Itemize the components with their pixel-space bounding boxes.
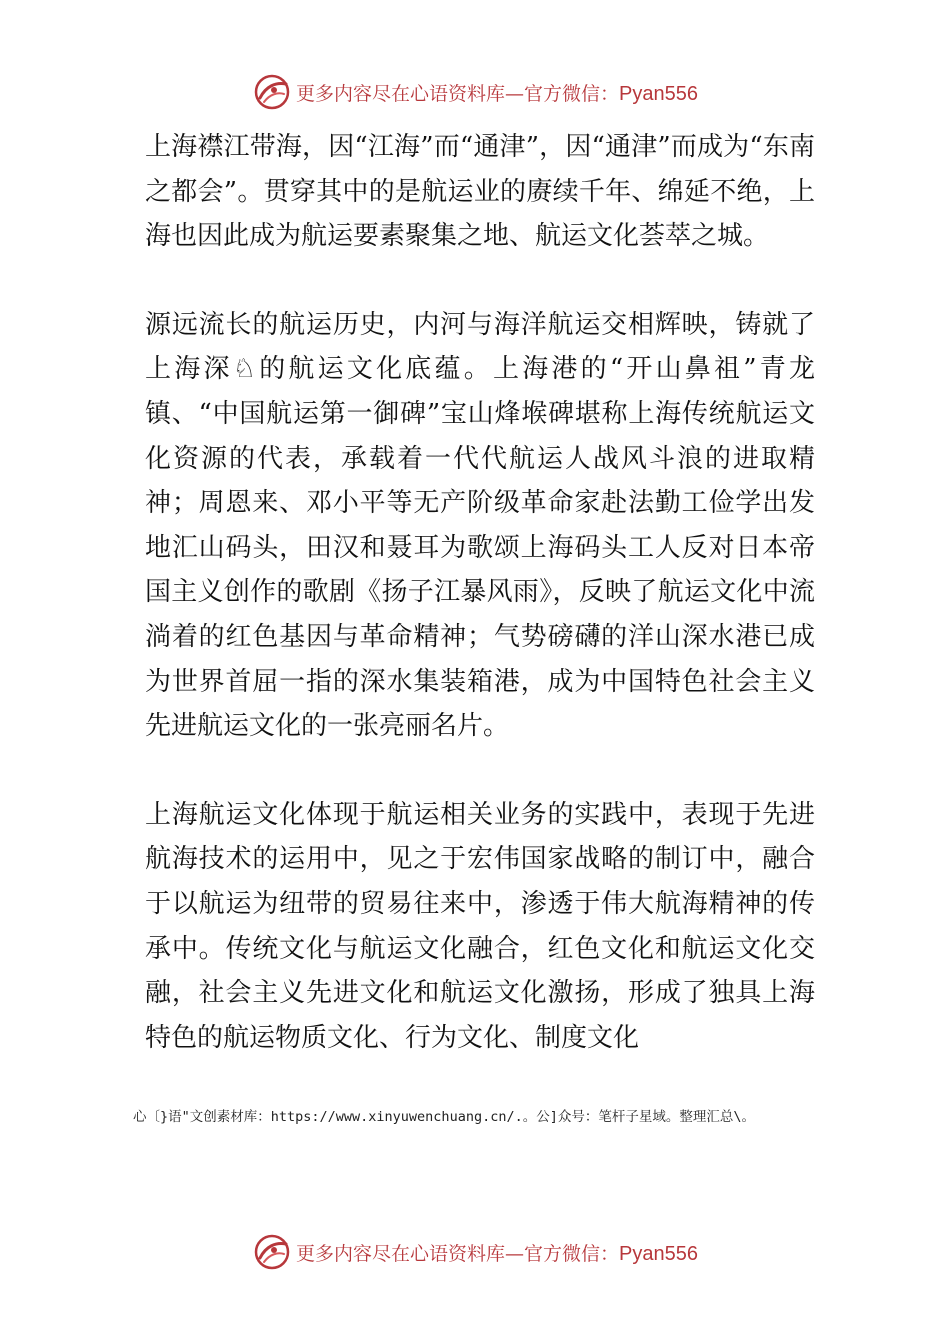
paragraph-1: 上海襟江带海，因“江海”而“通津”，因“通津”而成为“东南之都会”。贯穿其中的是航运业的赓续千年、绵延不绝，上海也因此成为航运要素聚集之地、航运文化荟萃之城。 [145, 132, 815, 252]
article-body [145, 125, 815, 1060]
footer-banner [0, 1230, 950, 1274]
red-swirl-logo-icon [252, 72, 292, 112]
paragraph-2: 源远流长的航运历史，内河与海洋航运交相辉映，铸就了上海深♘的航运文化底蕴。上海港的“开山鼻祖”青龙镇、“中国航运第一御碑”宝山烽堠碑堪称上海传统航运文化资源的代表，承载着一代代航运人战风斗浪的进取精神；周恩来、邓小平等无产阶级革命家赴法勤工俭学出发地汇山码头，田汉和聂耳为歌颂上海码头工人反对日本帝国主义创作的歌剧《扬子江暴风雨》，反映了航运文化中流淌着的红色基因与革命精神；气势磅礴的洋山深水港已成为世界首屈一指的深水集装箱港，成为中国特色社会主义先进航运文化的一张亮丽名片。 [145, 309, 815, 742]
header-banner [0, 70, 950, 114]
source-footnote: 心〔}语"文创素材库：https://www.xinyuwenchuang.cn/.。公]众号：笔杆子星域。整理汇总\。 [133, 1109, 755, 1125]
footer-wechat-id: Pyan556 [619, 1242, 698, 1265]
red-swirl-logo-icon [252, 1232, 292, 1272]
header-wechat-id: Pyan556 [619, 82, 698, 105]
footer-banner-text: 更多内容尽在心语资料库—官方微信：Pyan556 [296, 1242, 698, 1265]
paragraph-3: 上海航运文化体现于航运相关业务的实践中，表现于先进航海技术的运用中，见之于宏伟国家战略的制订中，融合于以航运为纽带的贸易往来中，渗透于伟大航海精神的传承中。传统文化与航运文化融合，红色文化和航运文化交融，社会主义先进文化和航运文化激扬，形成了独具上海特色的航运物质文化、行为文化、制度文化 [145, 799, 815, 1053]
header-banner-text: 更多内容尽在心语资料库—官方微信：Pyan556 [296, 82, 698, 105]
